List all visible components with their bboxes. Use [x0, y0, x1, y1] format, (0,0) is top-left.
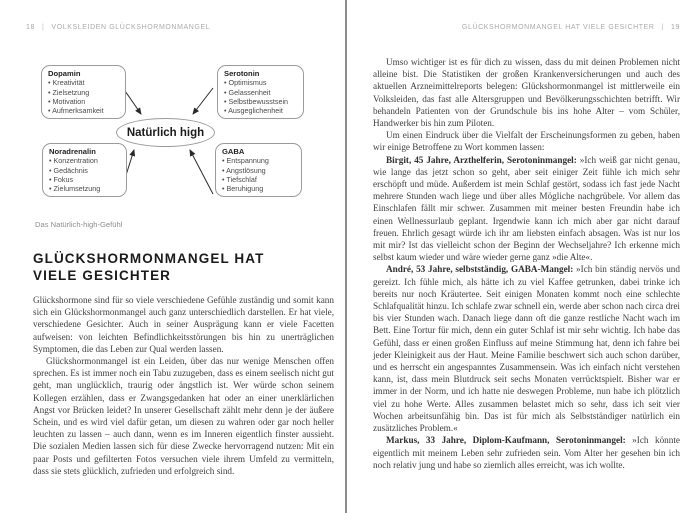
paragraph-text: »Ich bin ständig nervös und gereizt. Ich fühle mich, als hätte ich zu viel Kaffee getrunken, dabei trinke ich bereits nur noch Kräutertee. Seit einigen Monaten kommt noch eine schlechte Schlafqualität hinzu. Ich schlafe zwar schnell ein, werde aber schon nach circa drei bis vier Stunden wach. Danach liege dann oft die ganze restliche Nacht wach im Bett. Eine Tortur für mich, denn ein guter Schlaf ist mir sehr wichtig. Ich habe das Gefühl, dass er einen großen Einfluss auf meine Stimmung hat, denn ich fahre bei jeder Kleinigkeit aus der Haut. Meine Familie beschwert sich auch schon darüber, und es herrscht ein angespanntes Zusammensein. Was ich einfach nicht verstehen kann, ist, dass mein Blutdruck seit sechs Monaten verrücktspielt. Bisher war er immer in der Norm, und ich hatte nie deswegen Probleme, nun habe ich plötzlich viel zu hohe Werte. Alles zusammen belastet mich so sehr, dass ich seit vier Wochen arbeitsunfähig bin. Das ist für mich als Selbstständiger natürlich ein zusätzliches Problem.«	[373, 264, 680, 434]
page-divider	[345, 0, 347, 513]
diagram-node-serotonin	[217, 65, 304, 119]
body-text-right	[373, 56, 680, 471]
paragraph	[373, 263, 680, 434]
paragraph-text: Um einen Eindruck über die Vielfalt der Erscheinungsformen zu geben, haben wir einige Betroffene zu Wort kommen lassen:	[373, 130, 680, 153]
section-heading: GLÜCKSHORMONMANGEL HAT VIELE GESICHTER	[33, 251, 265, 283]
node-title: Dopamin	[48, 69, 81, 78]
paragraph	[33, 355, 334, 477]
arrow-gaba-to-center	[190, 150, 213, 194]
diagram-node-dopamin	[41, 65, 126, 119]
running-head-left	[26, 24, 210, 31]
page-number-right: 19	[671, 24, 680, 31]
running-head-title-left: VOLKSLEIDEN GLÜCKSHORMONMANGEL	[51, 24, 211, 31]
running-head-title-right: GLÜCKSHORMONMANGEL HAT VIELE GESICHTER	[461, 24, 655, 31]
paragraph-text: Glückshormonmangel ist ein Leiden, über das nur wenige Menschen offen sprechen. Es ist immer noch ein Tabu zuzugeben, dass es einem seelisch nicht gut geht, man unglücklich, traurig oder ängstlich ist. Wer würde schon seinem Kollegen erzählen, dass er Zwangsgedanken hat oder an einer unerklärlichen Angst vor Brücken leidet? In unserer Gesellschaft zählt mehr denn je der äußere Schein, und es wird viel dafür getan, um diesen zu wahren oder gar noch heller leuchten zu lassen – auch dann, wenn es im Inneren eigentlich finster aussieht. Die sozialen Medien lassen sich für diese Zwecke hervorragend nutzen: Mit ein paar Posts und gefilterten Fotos versuchen viele ihrem Umfeld zu vermitteln, dass sie stets glücklich, zufrieden und erfolgreich sind.	[33, 356, 334, 476]
paragraph-text: »Ich könnte eigentlich mit meinem Leben sehr zufrieden sein. Vom Alter her gesehen bin ich noch relativ jung und habe so ziemlich alles erreicht, was ich wollte.	[373, 435, 680, 470]
node-item: • Beruhigung	[222, 184, 296, 193]
speaker-lead-birgit: Birgit, 45 Jahre, Arzthelferin, Serotoninmangel:	[386, 154, 577, 165]
node-item: • Selbstbewusstsein	[224, 97, 298, 106]
diagram-node-gaba	[215, 143, 302, 197]
paragraph	[373, 434, 680, 471]
paragraph	[373, 129, 680, 153]
paragraph-text: »Ich weiß gar nicht genau, wie lange das jetzt schon so geht, aber seit einiger Zeit fühle ich mich sehr erschöpft und müde. Außerdem ist mein Schlaf gestört, sodass ich fast jede Nacht mehrere Stunden wach liege und über alles Mögliche nachgrübele. Vor allem das Einschlafen fällt mir schwer. Zusammen mit meiner besten Freundin habe ich einen Wellnessurlaub geplant. Irgendwie kann ich mich aber gar nicht darauf freuen. Ehrlich gesagt würde ich ihr am liebsten einfach absagen. Was ist nur los mit mir? Ist das vielleicht schon der Beginn der Wechseljahre? Ich erkenne mich selbst kaum wieder und wäre wieder gerne ganz »die Alte«.	[373, 154, 680, 263]
body-text-left	[33, 294, 334, 477]
paragraph	[373, 56, 680, 129]
node-item: • Angstlösung	[222, 166, 296, 175]
node-item: • Gelassenheit	[224, 88, 298, 97]
hormone-diagram	[0, 56, 346, 208]
node-item-list	[48, 78, 120, 115]
node-item: • Ausgeglichenheit	[224, 106, 298, 115]
node-title: Noradrenalin	[49, 147, 96, 156]
node-item-list	[224, 78, 298, 115]
natural-high-ellipse	[116, 118, 215, 147]
node-item: • Gedächnis	[49, 166, 121, 175]
node-item: • Tiefschlaf	[222, 175, 296, 184]
node-item: • Konzentration	[49, 156, 121, 165]
running-head-right	[373, 24, 680, 31]
speaker-lead-markus: Markus, 33 Jahre, Diplom-Kaufmann, Serotoninmangel:	[386, 435, 626, 446]
paragraph-text: Umso wichtiger ist es für dich zu wissen, dass du mit deinen Problemen nicht alleine bist. Die Statistiken der großen Krankenversicherungen und auch des aktuellen Arzneimittelreports belegen: Glückshormonmangel ist mittlerweile ein Volksleiden, das fast alle Altersgruppen und Bevölkerungsschichten betrifft. Wir behandeln Patienten von der Grundschule bis ins hohe Alter – vom Schüler, Handwerker bis hin zum Piloten.	[373, 57, 680, 129]
node-title: Serotonin	[224, 69, 260, 78]
node-item: • Zielumsetzung	[49, 184, 121, 193]
ellipse-label: Natürlich high	[126, 126, 205, 139]
running-head-separator: |	[661, 24, 664, 31]
paragraph-text: Glückshormone sind für so viele verschiedene Gefühle zuständig und somit kann sich ein Glückshormonmangel auch ganz unterschiedlich darstellen. Er hat viele, verschiedene Gesichter. Auch in seiner Ausprägung kann er viele Facetten aufweisen: von leichten Befindlichkeitsstörungen bis hin zu unerträglichen Symptomen, die das Leben zur Qual werden lassen.	[33, 295, 334, 354]
node-item: • Aufmerksamkeit	[48, 106, 120, 115]
diagram-node-noradrenalin	[42, 143, 127, 197]
node-item: • Entspannung	[222, 156, 296, 165]
page-number-left: 18	[26, 24, 35, 31]
figure-caption: Das Natürlich-high-Gefühl	[35, 220, 123, 229]
node-item: • Optimismus	[224, 78, 298, 87]
speaker-lead-andre: André, 53 Jahre, selbstständig, GABA-Mangel:	[386, 264, 574, 275]
node-item: • Zielsetzung	[48, 88, 120, 97]
node-item: • Fokus	[49, 175, 121, 184]
node-item: • Kreativität	[48, 78, 120, 87]
node-title: GABA	[222, 147, 245, 156]
node-item-list	[222, 156, 296, 193]
node-item-list	[49, 156, 121, 193]
running-head-separator: |	[42, 24, 45, 31]
arrow-serotonin-to-center	[193, 88, 213, 114]
paragraph	[373, 154, 680, 264]
paragraph	[33, 294, 334, 355]
node-item: • Motivation	[48, 97, 120, 106]
